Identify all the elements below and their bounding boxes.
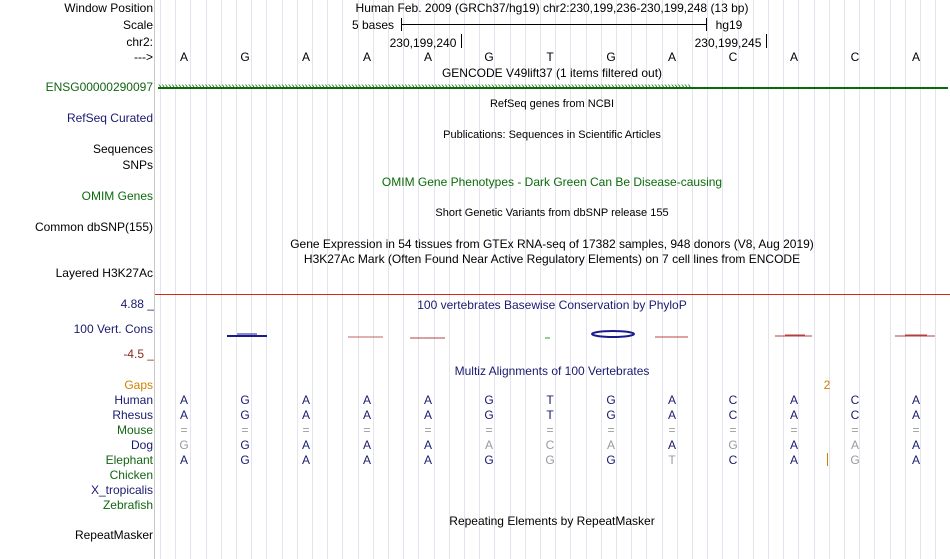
sequence-base: A <box>789 50 798 64</box>
rhesus-base: A <box>179 408 188 422</box>
elephant-base: A <box>179 453 188 467</box>
species-label-dog[interactable]: Dog <box>130 438 153 452</box>
human-base: A <box>301 393 310 407</box>
sequence-base: T <box>546 50 554 64</box>
scale-bar-left-tick <box>401 18 402 31</box>
mouse-base: = <box>424 423 432 437</box>
publications-track-title: Publications: Sequences in Scientific Articles <box>443 129 661 141</box>
species-label-rhesus[interactable]: Rhesus <box>112 408 153 422</box>
human-base: A <box>423 393 432 407</box>
coord-left-tick <box>461 34 462 48</box>
sequence-base: A <box>362 50 371 64</box>
dog-base: A <box>789 438 798 452</box>
rhesus-base: A <box>423 408 432 422</box>
sequence-base: A <box>423 50 432 64</box>
species-label-x-tropicalis[interactable]: X_tropicalis <box>90 483 153 497</box>
elephant-base: G <box>484 453 494 467</box>
rhesus-base: G <box>606 408 616 422</box>
human-base: G <box>240 393 250 407</box>
species-label-chicken[interactable]: Chicken <box>109 468 153 482</box>
dog-base: A <box>423 438 432 452</box>
refseq-track-title: RefSeq genes from NCBI <box>489 98 615 110</box>
dog-base: A <box>606 438 615 452</box>
rhesus-base: G <box>484 408 494 422</box>
elephant-base: C <box>728 453 738 467</box>
h3k27ac-track-title: H3K27Ac Mark (Often Found Near Active Regulatory Elements) on 7 cell lines from ENCODE <box>303 252 801 266</box>
dog-base: A <box>301 438 310 452</box>
human-base: C <box>850 393 860 407</box>
species-label-mouse[interactable]: Mouse <box>116 423 153 437</box>
gencode-gene-strand-arrows[interactable]: ›››››››››››››››››››››››››››››››››››››››››››››››››››››››››››››››››››››››››››››››››››››››››››››››››››››››››››››››››››››››››››››››››››››››››››››››››››››››››››››››› <box>158 81 691 92</box>
refseq-track-label[interactable]: RefSeq Curated <box>66 111 153 125</box>
human-base: A <box>789 393 798 407</box>
mouse-base: = <box>790 423 798 437</box>
elephant-base: T <box>668 453 676 467</box>
species-label-zebrafish[interactable]: Zebrafish <box>102 498 153 512</box>
human-base: A <box>362 393 371 407</box>
coord-left-label: 230,199,240 <box>389 36 457 50</box>
sequence-base: G <box>606 50 616 64</box>
gencode-track-title: GENCODE V49lift37 (1 items filtered out) <box>441 66 663 80</box>
h3k27ac-signal-line <box>155 294 950 295</box>
coord-right-label: 230,199,245 <box>694 36 762 50</box>
dog-base: A <box>911 438 920 452</box>
sequence-base: A <box>301 50 310 64</box>
dog-base: G <box>179 438 189 452</box>
gaps-label: Gaps <box>124 378 153 392</box>
chrom-label: chr2: <box>126 35 153 49</box>
rhesus-base: A <box>362 408 371 422</box>
dog-base: A <box>362 438 371 452</box>
human-base: T <box>546 393 554 407</box>
position-title: Human Feb. 2009 (GRCh37/hg19) chr2:230,199,236-230,199,248 (13 bp) <box>355 1 749 15</box>
gencode-track-label[interactable]: ENSG00000290097 <box>45 80 153 94</box>
mouse-base: = <box>546 423 554 437</box>
dog-base: A <box>850 438 859 452</box>
coord-right-tick <box>766 34 767 48</box>
dog-base: A <box>667 438 676 452</box>
mouse-base: = <box>668 423 676 437</box>
human-base: A <box>179 393 188 407</box>
mouse-base: = <box>607 423 615 437</box>
sequence-base: G <box>484 50 494 64</box>
scale-bar <box>402 24 707 25</box>
cons-max-label: 4.88 _ <box>120 297 154 311</box>
mouse-base: = <box>363 423 371 437</box>
elephant-base: G <box>545 453 555 467</box>
elephant-base: A <box>301 453 310 467</box>
rhesus-base: C <box>850 408 860 422</box>
mouse-base: = <box>485 423 493 437</box>
human-base: C <box>728 393 738 407</box>
repeatmasker-track-title: Repeating Elements by RepeatMasker <box>449 514 655 528</box>
gap-count: 2 <box>823 378 831 392</box>
species-label-human[interactable]: Human <box>114 393 153 407</box>
rhesus-base: C <box>728 408 738 422</box>
rhesus-base: T <box>546 408 554 422</box>
window-position-label: Window Position <box>64 1 153 15</box>
human-base: A <box>911 393 920 407</box>
sequences-track-label[interactable]: Sequences <box>92 142 153 156</box>
scale-bar-right-tick <box>706 18 707 31</box>
human-base: G <box>484 393 494 407</box>
strand-arrow-label: ---> <box>134 50 153 64</box>
elephant-insertion-mark <box>827 453 828 466</box>
sequence-base: C <box>728 50 738 64</box>
mouse-base: = <box>180 423 188 437</box>
sequence-base: C <box>850 50 860 64</box>
dog-base: G <box>240 438 250 452</box>
scale-label: Scale <box>122 18 153 32</box>
elephant-base: G <box>240 453 250 467</box>
dog-base: A <box>484 438 493 452</box>
dog-base: C <box>545 438 555 452</box>
omim-track-label[interactable]: OMIM Genes <box>81 189 153 203</box>
rhesus-base: G <box>240 408 250 422</box>
multiz-track-title: Multiz Alignments of 100 Vertebrates <box>454 364 650 378</box>
dog-base: G <box>728 438 738 452</box>
rhesus-base: A <box>667 408 676 422</box>
elephant-base: A <box>789 453 798 467</box>
rhesus-base: A <box>301 408 310 422</box>
sequence-base: A <box>911 50 920 64</box>
phylop-conservation-plot[interactable] <box>155 320 950 350</box>
mouse-base: = <box>912 423 920 437</box>
snps-track-label[interactable]: SNPs <box>122 158 153 172</box>
mouse-base: = <box>302 423 310 437</box>
rhesus-base: A <box>911 408 920 422</box>
omim-track-title: OMIM Gene Phenotypes - Dark Green Can Be Disease-causing <box>381 175 723 189</box>
sequence-base: A <box>667 50 676 64</box>
scale-bases-label: 5 bases <box>351 18 395 32</box>
mouse-base: = <box>241 423 249 437</box>
h3k27ac-track-label[interactable]: Layered H3K27Ac <box>55 266 153 280</box>
elephant-base: A <box>362 453 371 467</box>
phylop-track-title: 100 vertebrates Basewise Conservation by PhyloP <box>417 298 687 312</box>
cons-min-label: -4.5 _ <box>123 347 154 361</box>
elephant-base: A <box>423 453 432 467</box>
human-base: A <box>667 393 676 407</box>
human-base: G <box>606 393 616 407</box>
gtex-track-title: Gene Expression in 54 tissues from GTEx RNA-seq of 17382 samples, 948 donors (V8, Aug 2019) <box>290 237 814 251</box>
rhesus-base: A <box>789 408 798 422</box>
cons-track-label[interactable]: 100 Vert. Cons <box>73 322 153 336</box>
repeatmasker-track-label[interactable]: RepeatMasker <box>74 528 153 542</box>
elephant-base: A <box>911 453 920 467</box>
cons-mark <box>592 331 634 337</box>
dbsnp-track-title: Short Genetic Variants from dbSNP release 155 <box>435 207 669 219</box>
mouse-base: = <box>851 423 859 437</box>
species-label-elephant[interactable]: Elephant <box>105 453 153 467</box>
sequence-base: G <box>240 50 250 64</box>
assembly-label: hg19 <box>715 18 743 32</box>
dbsnp-track-label[interactable]: Common dbSNP(155) <box>34 220 153 234</box>
mouse-base: = <box>729 423 737 437</box>
elephant-base: G <box>606 453 616 467</box>
elephant-base: G <box>850 453 860 467</box>
sequence-base: A <box>179 50 188 64</box>
